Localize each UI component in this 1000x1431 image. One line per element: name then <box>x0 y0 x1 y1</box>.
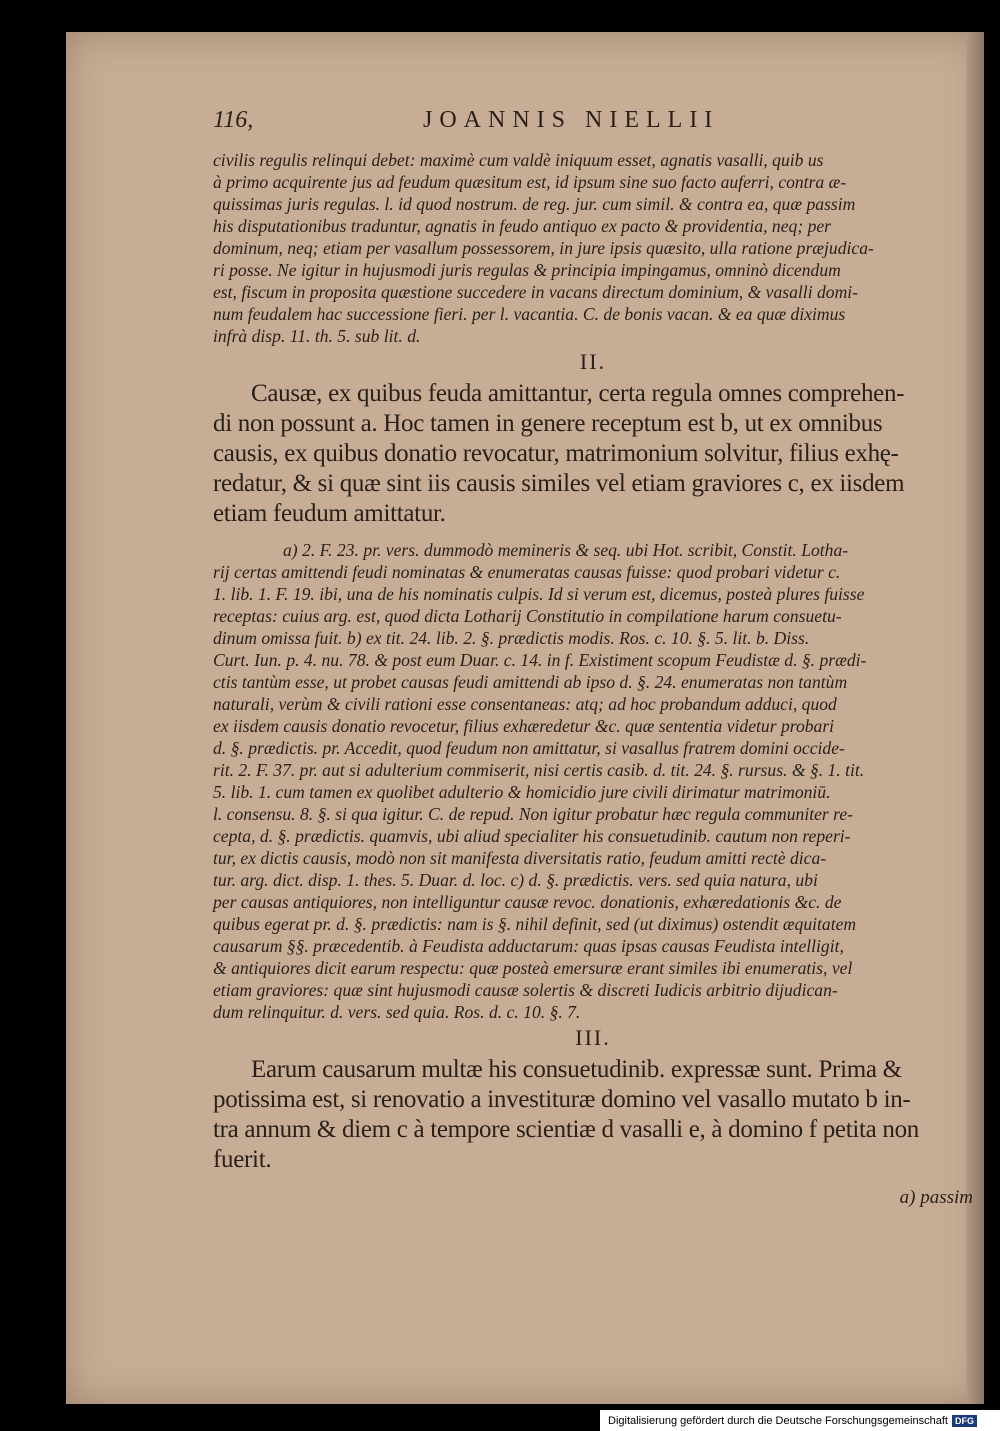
note-line: per causas antiquiores, non intelliguntur causæ revoc. donationis, exhæredationis &c. de <box>213 892 842 912</box>
text-line: à primo acquirente jus ad feudum quæsitum est, id ipsum sine suo facto auferri, contra æ- <box>213 172 847 192</box>
text-line: tra annum & diem c à tempore scientiæ d vasalli e, à domino f petita non <box>213 1116 919 1143</box>
text-line: dominum, neq; etiam per vasallum possessorem, in jure ipsis quæsito, ulla ratione præjudica- <box>213 238 874 258</box>
text-line: his disputationibus traduntur, agnatis in feudo antiquo ex pacto & providentia, neq; per <box>213 216 832 236</box>
text-line: civilis regulis relinqui debet: maximè cum valdè iniquum esset, agnatis vasalli, quib us <box>213 150 824 170</box>
note-line: causarum §§. præcedentib. à Feudista adductarum: quas ipsas causas Feudista intelligit, <box>213 936 844 956</box>
text-line: potissima est, si renovatio a investituræ domino vel vasallo mutato b in- <box>213 1086 911 1113</box>
text-line: di non possunt a. Hoc tamen in genere receptum est b, ut ex omnibus <box>213 410 883 437</box>
dfg-logo: DFG <box>952 1415 977 1427</box>
catchword: a) passim <box>899 1187 973 1208</box>
section-2-paragraph <box>213 379 973 529</box>
text-line: causis, ex quibus donatio revocatur, matrimonium solvitur, filius exhę- <box>213 440 899 467</box>
note-line: rit. 2. F. 37. pr. aut si adulterium commiserit, nisi certis casib. d. tit. 24. §. rursus. & §. 1. tit. <box>213 760 865 780</box>
text-line: quissimas juris regulas. l. id quod nostrum. de reg. jur. cum simil. & contra ea, quæ passim <box>213 194 856 214</box>
footer-text: Digitalisierung gefördert durch die Deutsche Forschungsgemeinschaft <box>608 1414 948 1427</box>
note-line: quibus egerat pr. d. §. prædictis: nam is §. nihil definit, sed (ut diximus) ostendit æquitatem <box>213 914 857 934</box>
text-line: redatur, & si quæ sint iis causis similes vel etiam graviores c, ex iisdem <box>213 470 905 497</box>
text-line: num feudalem hac successione fieri. per l. vacantia. C. de bonis vacan. & ea quæ diximus <box>213 304 846 324</box>
text-line: etiam feudum amittatur. <box>213 500 446 527</box>
text-line: ri posse. Ne igitur in hujusmodi juris regulas & principia impingamus, omninò dicendum <box>213 260 841 280</box>
note-line: dinum omissa fuit. b) ex tit. 24. lib. 2. §. prædictis modis. Ros. c. 10. §. 5. lit. b. Diss. <box>213 628 810 648</box>
text-line: fuerit. <box>213 1146 272 1173</box>
note-line: ex iisdem causis donatio revocetur, filius exhæredetur &c. quæ sententia videtur probari <box>213 716 835 736</box>
note-line: naturali, verùm & civili rationi esse consentaneas: atq; ad hoc probandum adduci, quod <box>213 694 837 714</box>
page-number: 116, <box>213 107 254 133</box>
note-line: 5. lib. 1. cum tamen ex quolibet adulterio & homicidio jure civili dirimatur matrimoniū. <box>213 782 831 802</box>
note-line: etiam graviores: quæ sint hujusmodi causæ solertis & discreti Iudicis arbitrio dijudican- <box>213 980 838 1000</box>
section-3-paragraph <box>213 1055 973 1175</box>
text-line: Earum causarum multæ his consuetudinib. expressæ sunt. Prima & <box>251 1056 902 1083</box>
note-line: dum relinquitur. d. vers. sed quia. Ros. d. c. 10. §. 7. <box>213 1002 581 1022</box>
footer-banner <box>600 1410 1000 1431</box>
note-line: 1. lib. 1. F. 19. ibi, una de his nominatis culpis. Id si verum est, dicemus, posteà plures fuisse <box>213 584 865 604</box>
note-line: ctis tantùm esse, ut probet causas feudi amittendi ab ipso d. §. 24. enumeratas non tantùm <box>213 672 848 692</box>
note-line: l. consensu. 8. §. si qua igitur. C. de repud. Non igitur probatur hæc regula communiter re- <box>213 804 854 824</box>
italic-paragraph <box>213 149 973 347</box>
note-line: tur, ex dictis causis, modò non sit manifesta diversitatis ratio, feudum amitti rectè dica- <box>213 848 827 868</box>
note-line: Curt. Iun. p. 4. nu. 78. & post eum Duar. c. 14. in f. Existiment scopum Feudistæ d. §. prædi- <box>213 650 867 670</box>
note-line: & antiquiores dicit earum respectu: quæ posteà emersuræ erant similes ibi enumeratis, vel <box>213 958 853 978</box>
running-head: JOANNIS NIELLII <box>423 107 720 133</box>
section-number-2: II. <box>579 349 607 374</box>
note-line: d. §. prædictis. pr. Accedit, quod feudum non amittatur, si vasallus fratrem domini occide- <box>213 738 845 758</box>
note-line: cepta, d. §. prædictis. quamvis, ubi aliud specialiter his consuetudinib. cautum non reperi- <box>213 826 851 846</box>
page-text <box>213 107 973 1208</box>
footnotes <box>213 539 973 1023</box>
note-line: rij certas amittendi feudi nominatas & enumeratas causas fuisse: quod probari videtur c. <box>213 562 841 582</box>
text-line: Causæ, ex quibus feuda amittantur, certa regula omnes comprehen- <box>251 380 905 407</box>
section-number-3: III. <box>575 1025 611 1050</box>
text-line: infrà disp. 11. th. 5. sub lit. d. <box>213 326 421 346</box>
note-line: tur. arg. dict. disp. 1. thes. 5. Duar. d. loc. c) d. §. prædictis. vers. sed quia natura, ubi <box>213 870 818 890</box>
note-line: receptas: cuius arg. est, quod dicta Lotharij Constitutio in compilatione harum consuetu- <box>213 606 842 626</box>
note-line: a) 2. F. 23. pr. vers. dummodò memineris & seq. ubi Hot. scribit, Constit. Lotha- <box>283 540 849 560</box>
text-line: est, fiscum in proposita quæstione succedere in vacans directum dominium, & vasalli domi- <box>213 282 859 302</box>
page-header <box>213 107 973 149</box>
